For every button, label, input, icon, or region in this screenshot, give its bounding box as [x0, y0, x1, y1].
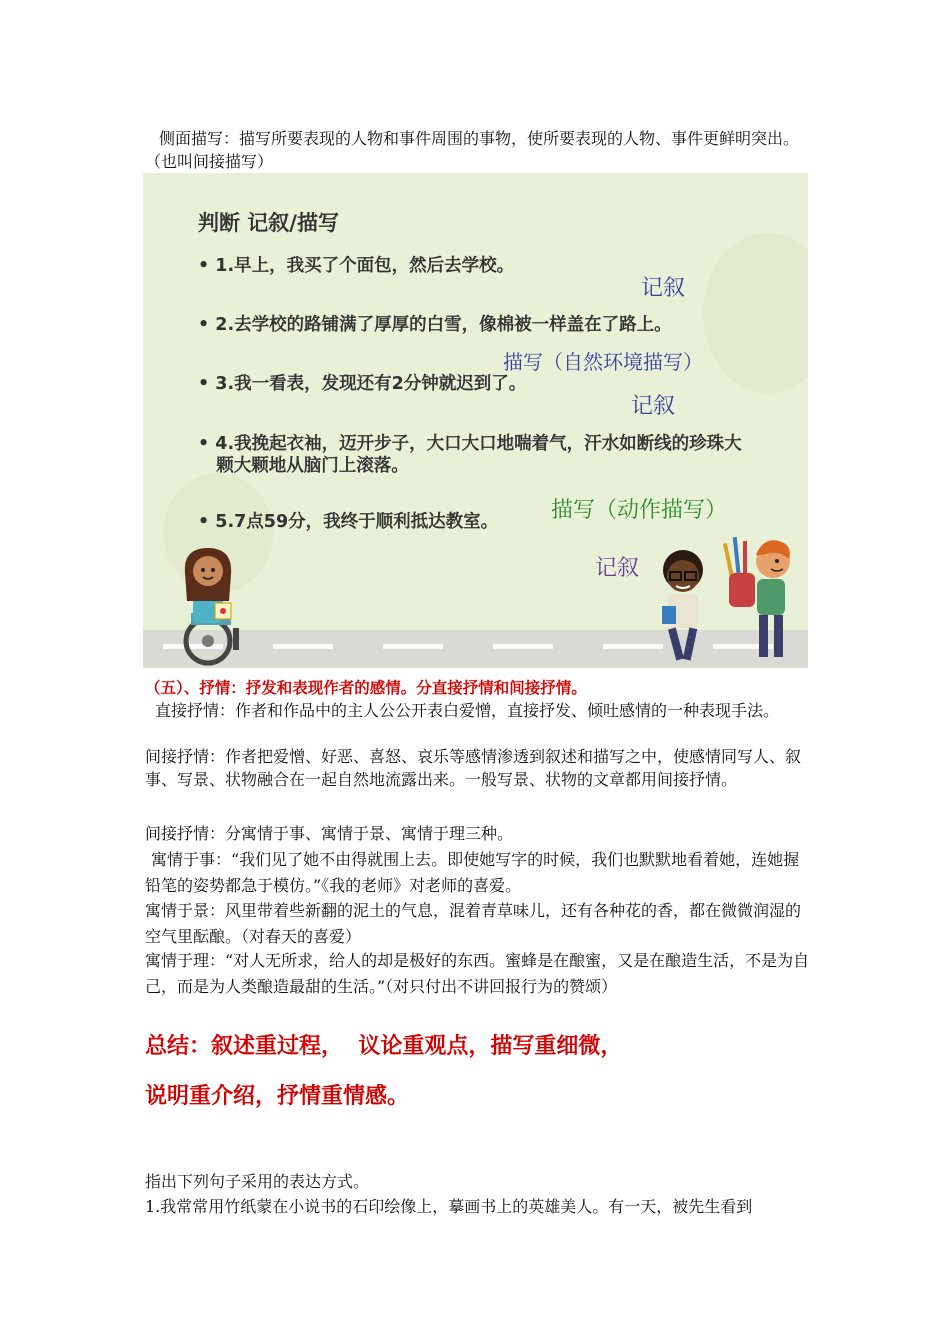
emotion-in-scene-paragraph: 寓情于景：风里带着些新翻的泥土的气息，混着青草味儿，还有各种花的香，都在微微润湿的空气里酝酿。（对春天的喜爱） — [145, 901, 802, 946]
girl-wheelchair-illustration — [163, 543, 263, 668]
summary-line-2: 说明重介绍，抒情重情感。 — [145, 1084, 410, 1109]
boy-backpack-illustration — [723, 533, 803, 668]
slide-item-1: • 1.早上，我买了个面包，然后去学校。 — [198, 256, 515, 276]
emotion-in-event-paragraph: 寓情于事：“我们见了她不由得就围上去。即使她写字的时候，我们也默默地看着她，连她握铅笔的姿势都急于模仿。”《我的老师》对老师的喜爱。 — [145, 850, 800, 895]
answer-4: 描写（动作描写） — [551, 498, 728, 523]
lyric-heading: （五）、抒情：抒发和表现作者的感情。分直接抒情和间接抒情。 — [145, 678, 587, 697]
answer-2: 描写（自然环境描写） — [503, 350, 703, 374]
exercise-question-1: 1.我常常用竹纸蒙在小说书的石印绘像上，摹画书上的英雄美人。有一天，被先生看到 — [145, 1197, 753, 1216]
emotion-in-reason-paragraph: 寓情于理：“对人无所求，给人的却是极好的东西。蜜蜂是在酿蜜，又是在酿造生活，不是为自己，而是为人类酿造最甜的生活。”（对只付出不讲回报行为的赞颂） — [145, 951, 810, 996]
slide-item-5: • 5.7点59分，我终于顺利抵达教室。 — [198, 512, 499, 532]
indirect-types-paragraph: 间接抒情：分寓情于事、寓情于景、寓情于理三种。 — [145, 824, 514, 843]
answer-5: 记叙 — [595, 556, 640, 581]
slide-title: 判断 记叙/描写 — [198, 211, 339, 235]
slide-item-2: • 2.去学校的路铺满了厚厚的白雪，像棉被一样盖在了路上。 — [198, 315, 672, 335]
slide-image — [143, 173, 808, 668]
boy-glasses-illustration — [648, 548, 718, 668]
slide-item-4: • 4.我挽起衣袖，迈开步子，大口大口地喘着气，汗水如断线的珍珠大 颗大颗地从脑门上滚落。 — [198, 434, 742, 476]
answer-1: 记叙 — [641, 276, 686, 301]
side-description-paragraph: 侧面描写：描写所要表现的人物和事件周围的事物，使所要表现的人物、事件更鲜明突出。（也叫间接描写） — [145, 129, 800, 171]
direct-lyric-paragraph: 直接抒情：作者和作品中的主人公公开表白爱憎，直接抒发、倾吐感情的一种表现手法。 — [155, 701, 780, 720]
answer-3: 记叙 — [631, 394, 676, 419]
summary-line-1: 总结：叙述重过程， 议论重观点，描写重细微， — [145, 1034, 623, 1059]
indirect-lyric-paragraph: 间接抒情：作者把爱憎、好恶、喜怒、哀乐等感情渗透到叙述和描写之中，使感情同写人、叙事、写景、状物融合在一起自然地流露出来。一般写景、状物的文章都用间接抒情。 — [145, 747, 802, 789]
exercise-prompt: 指出下列句子采用的表达方式。 — [145, 1172, 370, 1191]
slide-item-3: • 3.我一看表，发现还有2分钟就迟到了。 — [198, 374, 527, 394]
